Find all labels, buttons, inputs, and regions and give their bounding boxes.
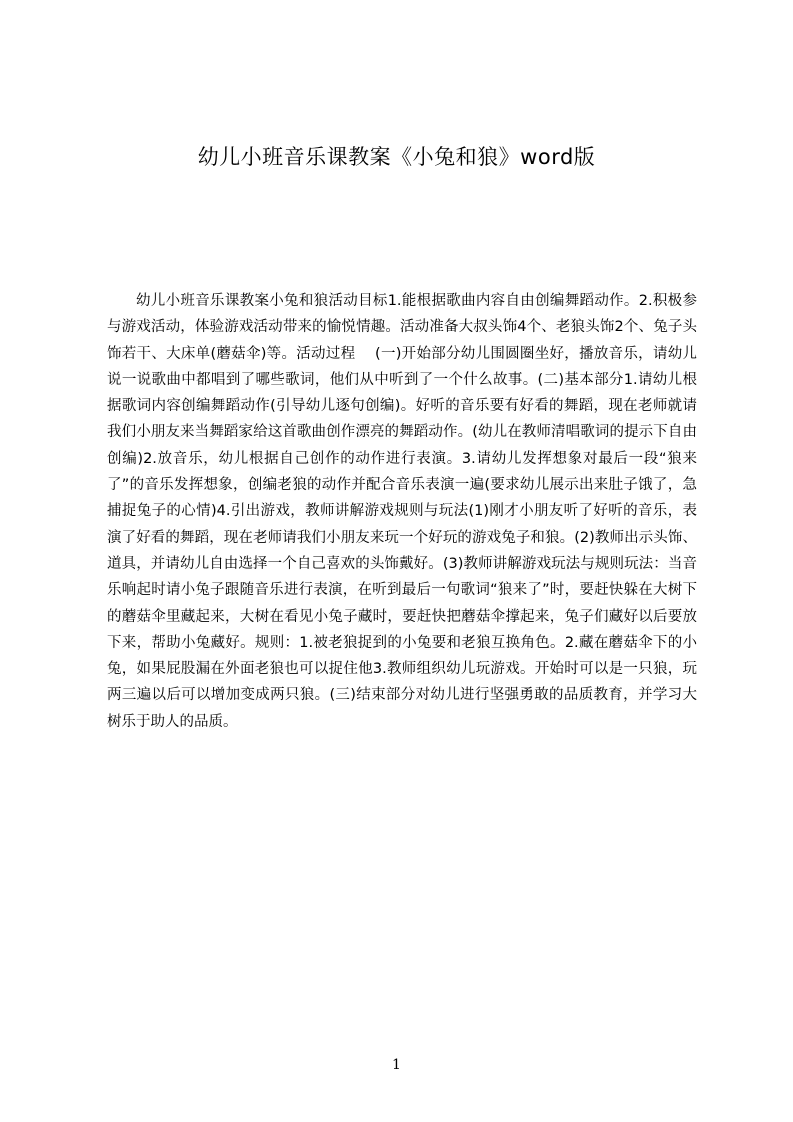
- document-body-paragraph: 幼儿小班音乐课教案小兔和狼活动目标1.能根据歌曲内容自由创编舞蹈动作。2.积极参与游戏活动，体验游戏活动带来的愉悦情趣。活动准备大叔头饰4个、老狼头饰2个、兔子头饰若干、大床单(蘑菇伞)等。活动过程 (一)开始部分幼儿围圆圈坐好，播放音乐，请幼儿说一说歌曲中都唱到了哪些歌词，他们从中听到了一个什么故事。(二)基本部分1.请幼儿根据歌词内容创编舞蹈动作(引导幼儿逐句创编)。好听的音乐要有好看的舞蹈，现在老师就请我们小朋友来当舞蹈家给这首歌曲创作漂亮的舞蹈动作。(幼儿在教师清唱歌词的提示下自由创编)2.放音乐，幼儿根据自己创作的动作进行表演。3.请幼儿发挥想象对最后一段“狼来了”的音乐发挥想象，创编老狼的动作并配合音乐表演一遍(要求幼儿展示出来肚子饿了，急捕捉兔子的心情)4.引出游戏，教师讲解游戏规则与玩法(1)刚才小朋友听了好听的音乐，表演了好看的舞蹈，现在老师请我们小朋友来玩一个好玩的游戏兔子和狼。(2)教师出示头饰、道具，并请幼儿自由选择一个自己喜欢的头饰戴好。(3)教师讲解游戏玩法与规则玩法：当音乐响起时请小兔子跟随音乐进行表演，在听到最后一句歌词“狼来了”时，要赶快躲在大树下的蘑菇伞里藏起来，大树在看见小兔子藏时，要赶快把蘑菇伞撑起来，兔子们藏好以后要放下来，帮助小兔藏好。规则：1.被老狼捉到的小兔要和老狼互换角色。2.藏在蘑菇伞下的小兔，如果屁股漏在外面老狼也可以捉住他3.教师组织幼儿玩游戏。开始时可以是一只狼，玩两三遍以后可以增加变成两只狼。(三)结束部分对幼儿进行坚强勇敢的品质教育，并学习大树乐于助人的品质。: [107, 293, 697, 730]
- page-number: 1: [392, 1057, 401, 1073]
- document-title: 幼儿小班音乐课教案《小兔和狼》word版: [197, 145, 596, 169]
